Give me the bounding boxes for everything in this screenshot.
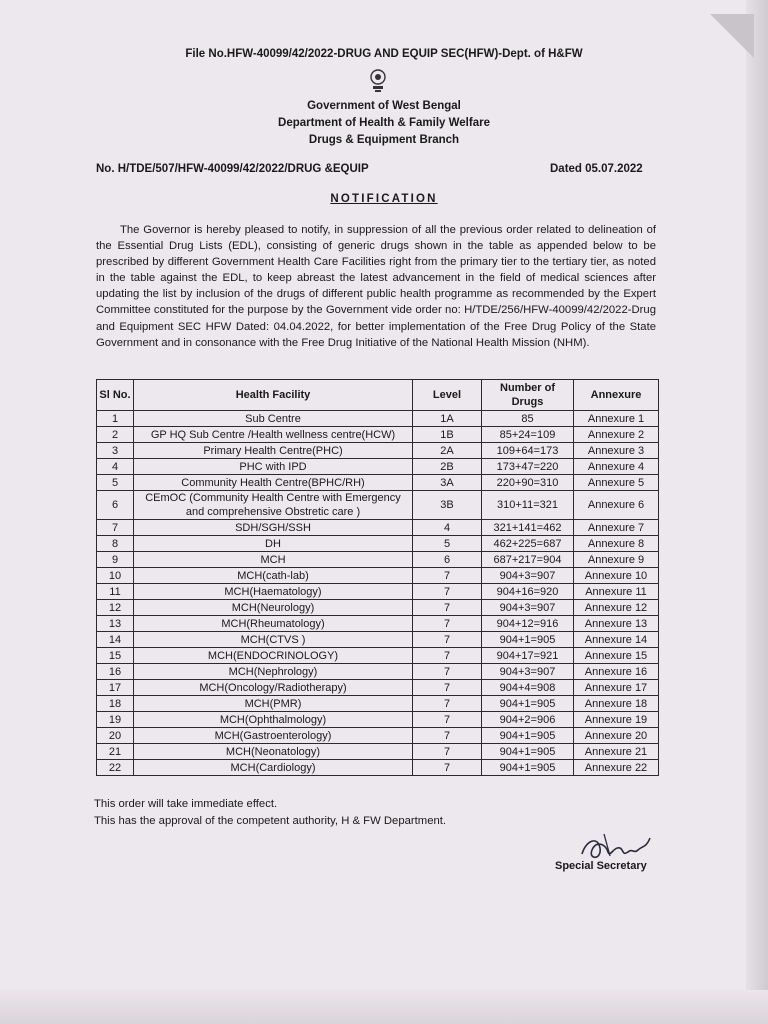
cell-level: 7 <box>413 728 482 744</box>
cell-health-facility: MCH <box>134 552 413 568</box>
cell-annexure: Annexure 15 <box>574 648 659 664</box>
cell-annexure: Annexure 17 <box>574 680 659 696</box>
table-row <box>97 664 659 680</box>
cell-level: 7 <box>413 696 482 712</box>
cell-level: 1A <box>413 411 482 427</box>
table-row <box>97 491 659 520</box>
cell-level: 7 <box>413 744 482 760</box>
cell-sl-no: 11 <box>97 584 134 600</box>
cell-sl-no: 19 <box>97 712 134 728</box>
table-row <box>97 568 659 584</box>
cell-sl-no: 15 <box>97 648 134 664</box>
cell-annexure: Annexure 7 <box>574 520 659 536</box>
cell-sl-no: 20 <box>97 728 134 744</box>
cell-level: 6 <box>413 552 482 568</box>
cell-health-facility: GP HQ Sub Centre /Health wellness centre(HCW) <box>134 427 413 443</box>
cell-health-facility: MCH(Nephrology) <box>134 664 413 680</box>
cell-level: 4 <box>413 520 482 536</box>
header-sl-no: Sl No. <box>97 380 134 411</box>
notification-title: NOTIFICATION <box>330 193 438 205</box>
cell-health-facility: CEmOC (Community Health Centre with Emergency and comprehensive Obstretic care ) <box>134 491 413 520</box>
table-row <box>97 680 659 696</box>
cell-health-facility: MCH(Neurology) <box>134 600 413 616</box>
table-row <box>97 536 659 552</box>
table-row <box>97 584 659 600</box>
cell-level: 7 <box>413 712 482 728</box>
cell-sl-no: 6 <box>97 491 134 520</box>
government-name: Government of West Bengal <box>307 100 461 112</box>
header-health-facility: Health Facility <box>134 380 413 411</box>
cell-annexure: Annexure 11 <box>574 584 659 600</box>
cell-annexure: Annexure 13 <box>574 616 659 632</box>
cell-number-of-drugs: 462+225=687 <box>482 536 574 552</box>
cell-number-of-drugs: 904+3=907 <box>482 664 574 680</box>
cell-number-of-drugs: 904+1=905 <box>482 632 574 648</box>
cell-annexure: Annexure 19 <box>574 712 659 728</box>
cell-number-of-drugs: 904+12=916 <box>482 616 574 632</box>
branch-name: Drugs & Equipment Branch <box>308 134 460 146</box>
cell-health-facility: MCH(Neonatology) <box>134 744 413 760</box>
header-annexure: Annexure <box>574 380 659 411</box>
cell-number-of-drugs: 321+141=462 <box>482 520 574 536</box>
cell-annexure: Annexure 16 <box>574 664 659 680</box>
cell-health-facility: MCH(cath-lab) <box>134 568 413 584</box>
cell-level: 7 <box>413 664 482 680</box>
cell-annexure: Annexure 10 <box>574 568 659 584</box>
cell-number-of-drugs: 173+47=220 <box>482 459 574 475</box>
cell-health-facility: MCH(Ophthalmology) <box>134 712 413 728</box>
table-row <box>97 712 659 728</box>
cell-level: 7 <box>413 584 482 600</box>
cell-level: 7 <box>413 648 482 664</box>
cell-annexure: Annexure 8 <box>574 536 659 552</box>
cell-sl-no: 8 <box>97 536 134 552</box>
table-row <box>97 443 659 459</box>
cell-health-facility: MCH(Cardiology) <box>134 760 413 776</box>
header-level: Level <box>413 380 482 411</box>
table-row <box>97 475 659 491</box>
cell-health-facility: MCH(ENDOCRINOLOGY) <box>134 648 413 664</box>
cell-level: 5 <box>413 536 482 552</box>
cell-sl-no: 4 <box>97 459 134 475</box>
cell-sl-no: 16 <box>97 664 134 680</box>
cell-number-of-drugs: 904+3=907 <box>482 600 574 616</box>
date: Dated 05.07.2022 <box>550 163 643 175</box>
cell-number-of-drugs: 904+2=906 <box>482 712 574 728</box>
cell-level: 7 <box>413 760 482 776</box>
cell-sl-no: 3 <box>97 443 134 459</box>
cell-health-facility: Community Health Centre(BPHC/RH) <box>134 475 413 491</box>
table-row <box>97 632 659 648</box>
edl-table <box>96 379 659 776</box>
table-row <box>97 744 659 760</box>
table-header-row <box>97 380 659 411</box>
cell-annexure: Annexure 2 <box>574 427 659 443</box>
cell-health-facility: Sub Centre <box>134 411 413 427</box>
cell-sl-no: 1 <box>97 411 134 427</box>
paper-edge-bottom <box>0 990 768 1024</box>
cell-annexure: Annexure 18 <box>574 696 659 712</box>
cell-number-of-drugs: 85 <box>482 411 574 427</box>
cell-health-facility: MCH(Gastroenterology) <box>134 728 413 744</box>
cell-number-of-drugs: 904+1=905 <box>482 744 574 760</box>
table-row <box>97 552 659 568</box>
cell-number-of-drugs: 904+16=920 <box>482 584 574 600</box>
cell-level: 7 <box>413 632 482 648</box>
cell-sl-no: 10 <box>97 568 134 584</box>
closing-line-approval: This has the approval of the competent authority, H & FW Department. <box>94 815 447 827</box>
cell-annexure: Annexure 12 <box>574 600 659 616</box>
cell-number-of-drugs: 687+217=904 <box>482 552 574 568</box>
cell-health-facility: DH <box>134 536 413 552</box>
state-emblem-icon <box>369 68 387 94</box>
cell-health-facility: PHC with IPD <box>134 459 413 475</box>
reference-number: No. H/TDE/507/HFW-40099/42/2022/DRUG &EQUIP <box>96 163 369 175</box>
cell-level: 7 <box>413 616 482 632</box>
cell-sl-no: 7 <box>97 520 134 536</box>
cell-sl-no: 9 <box>97 552 134 568</box>
file-number: File No.HFW-40099/42/2022-DRUG AND EQUIP SEC(HFW)-Dept. of H&FW <box>185 48 583 60</box>
cell-number-of-drugs: 904+17=921 <box>482 648 574 664</box>
table-row <box>97 411 659 427</box>
cell-health-facility: SDH/SGH/SSH <box>134 520 413 536</box>
table-row <box>97 616 659 632</box>
cell-sl-no: 2 <box>97 427 134 443</box>
cell-number-of-drugs: 904+4=908 <box>482 680 574 696</box>
cell-health-facility: MCH(PMR) <box>134 696 413 712</box>
cell-sl-no: 18 <box>97 696 134 712</box>
cell-level: 7 <box>413 680 482 696</box>
cell-health-facility: MCH(CTVS ) <box>134 632 413 648</box>
cell-number-of-drugs: 85+24=109 <box>482 427 574 443</box>
cell-annexure: Annexure 14 <box>574 632 659 648</box>
cell-sl-no: 22 <box>97 760 134 776</box>
cell-annexure: Annexure 1 <box>574 411 659 427</box>
signatory-title: Special Secretary <box>555 860 647 872</box>
cell-health-facility: MCH(Haematology) <box>134 584 413 600</box>
cell-annexure: Annexure 4 <box>574 459 659 475</box>
table-row <box>97 600 659 616</box>
cell-sl-no: 5 <box>97 475 134 491</box>
cell-number-of-drugs: 904+3=907 <box>482 568 574 584</box>
cell-number-of-drugs: 904+1=905 <box>482 728 574 744</box>
cell-level: 1B <box>413 427 482 443</box>
cell-annexure: Annexure 3 <box>574 443 659 459</box>
cell-annexure: Annexure 21 <box>574 744 659 760</box>
department-name: Department of Health & Family Welfare <box>278 117 490 129</box>
cell-number-of-drugs: 904+1=905 <box>482 760 574 776</box>
cell-health-facility: MCH(Rheumatology) <box>134 616 413 632</box>
cell-annexure: Annexure 9 <box>574 552 659 568</box>
table-row <box>97 760 659 776</box>
paper-edge-right <box>746 0 768 1024</box>
table-row <box>97 728 659 744</box>
cell-annexure: Annexure 20 <box>574 728 659 744</box>
cell-number-of-drugs: 220+90=310 <box>482 475 574 491</box>
table-row <box>97 459 659 475</box>
cell-sl-no: 17 <box>97 680 134 696</box>
table-body <box>97 411 659 776</box>
cell-annexure: Annexure 5 <box>574 475 659 491</box>
table-row <box>97 427 659 443</box>
cell-sl-no: 13 <box>97 616 134 632</box>
cell-number-of-drugs: 310+11=321 <box>482 491 574 520</box>
cell-annexure: Annexure 6 <box>574 491 659 520</box>
table-row <box>97 648 659 664</box>
closing-line-effect: This order will take immediate effect. <box>94 798 278 810</box>
table-row <box>97 696 659 712</box>
cell-annexure: Annexure 22 <box>574 760 659 776</box>
notification-body: The Governor is hereby pleased to notify, in suppression of all the previous order related to delineation of the Essential Drug Lists (EDL), consisting of generic drugs shown in the table as appended below to be prescribed by different Government Health Care Facilities right from the primary tier to the tertiary tier, as noted in the table against the EDL, to keep abreast the latest advancement in the field of medical sciences after updating the list by inclusion of the drugs of different public health programme as recommended by the Expert Committee constituted for the purpose by the Government vide order no: H/TDE/256/HFW-40099/42/2022-Drug and Equipment SEC HFW Dated: 04.04.2022, for better implementation of the Free Drug Policy of the State Government and in consonance with the Free Drug Initiative of the National Health Mission (NHM). <box>96 224 656 349</box>
cell-level: 7 <box>413 600 482 616</box>
cell-sl-no: 21 <box>97 744 134 760</box>
cell-number-of-drugs: 904+1=905 <box>482 696 574 712</box>
header-number-of-drugs: Number of Drugs <box>482 380 574 411</box>
table-row <box>97 520 659 536</box>
cell-level: 7 <box>413 568 482 584</box>
cell-number-of-drugs: 109+64=173 <box>482 443 574 459</box>
cell-level: 2B <box>413 459 482 475</box>
cell-health-facility: Primary Health Centre(PHC) <box>134 443 413 459</box>
cell-level: 3B <box>413 491 482 520</box>
cell-level: 3A <box>413 475 482 491</box>
cell-sl-no: 12 <box>97 600 134 616</box>
cell-level: 2A <box>413 443 482 459</box>
cell-health-facility: MCH(Oncology/Radiotherapy) <box>134 680 413 696</box>
cell-sl-no: 14 <box>97 632 134 648</box>
